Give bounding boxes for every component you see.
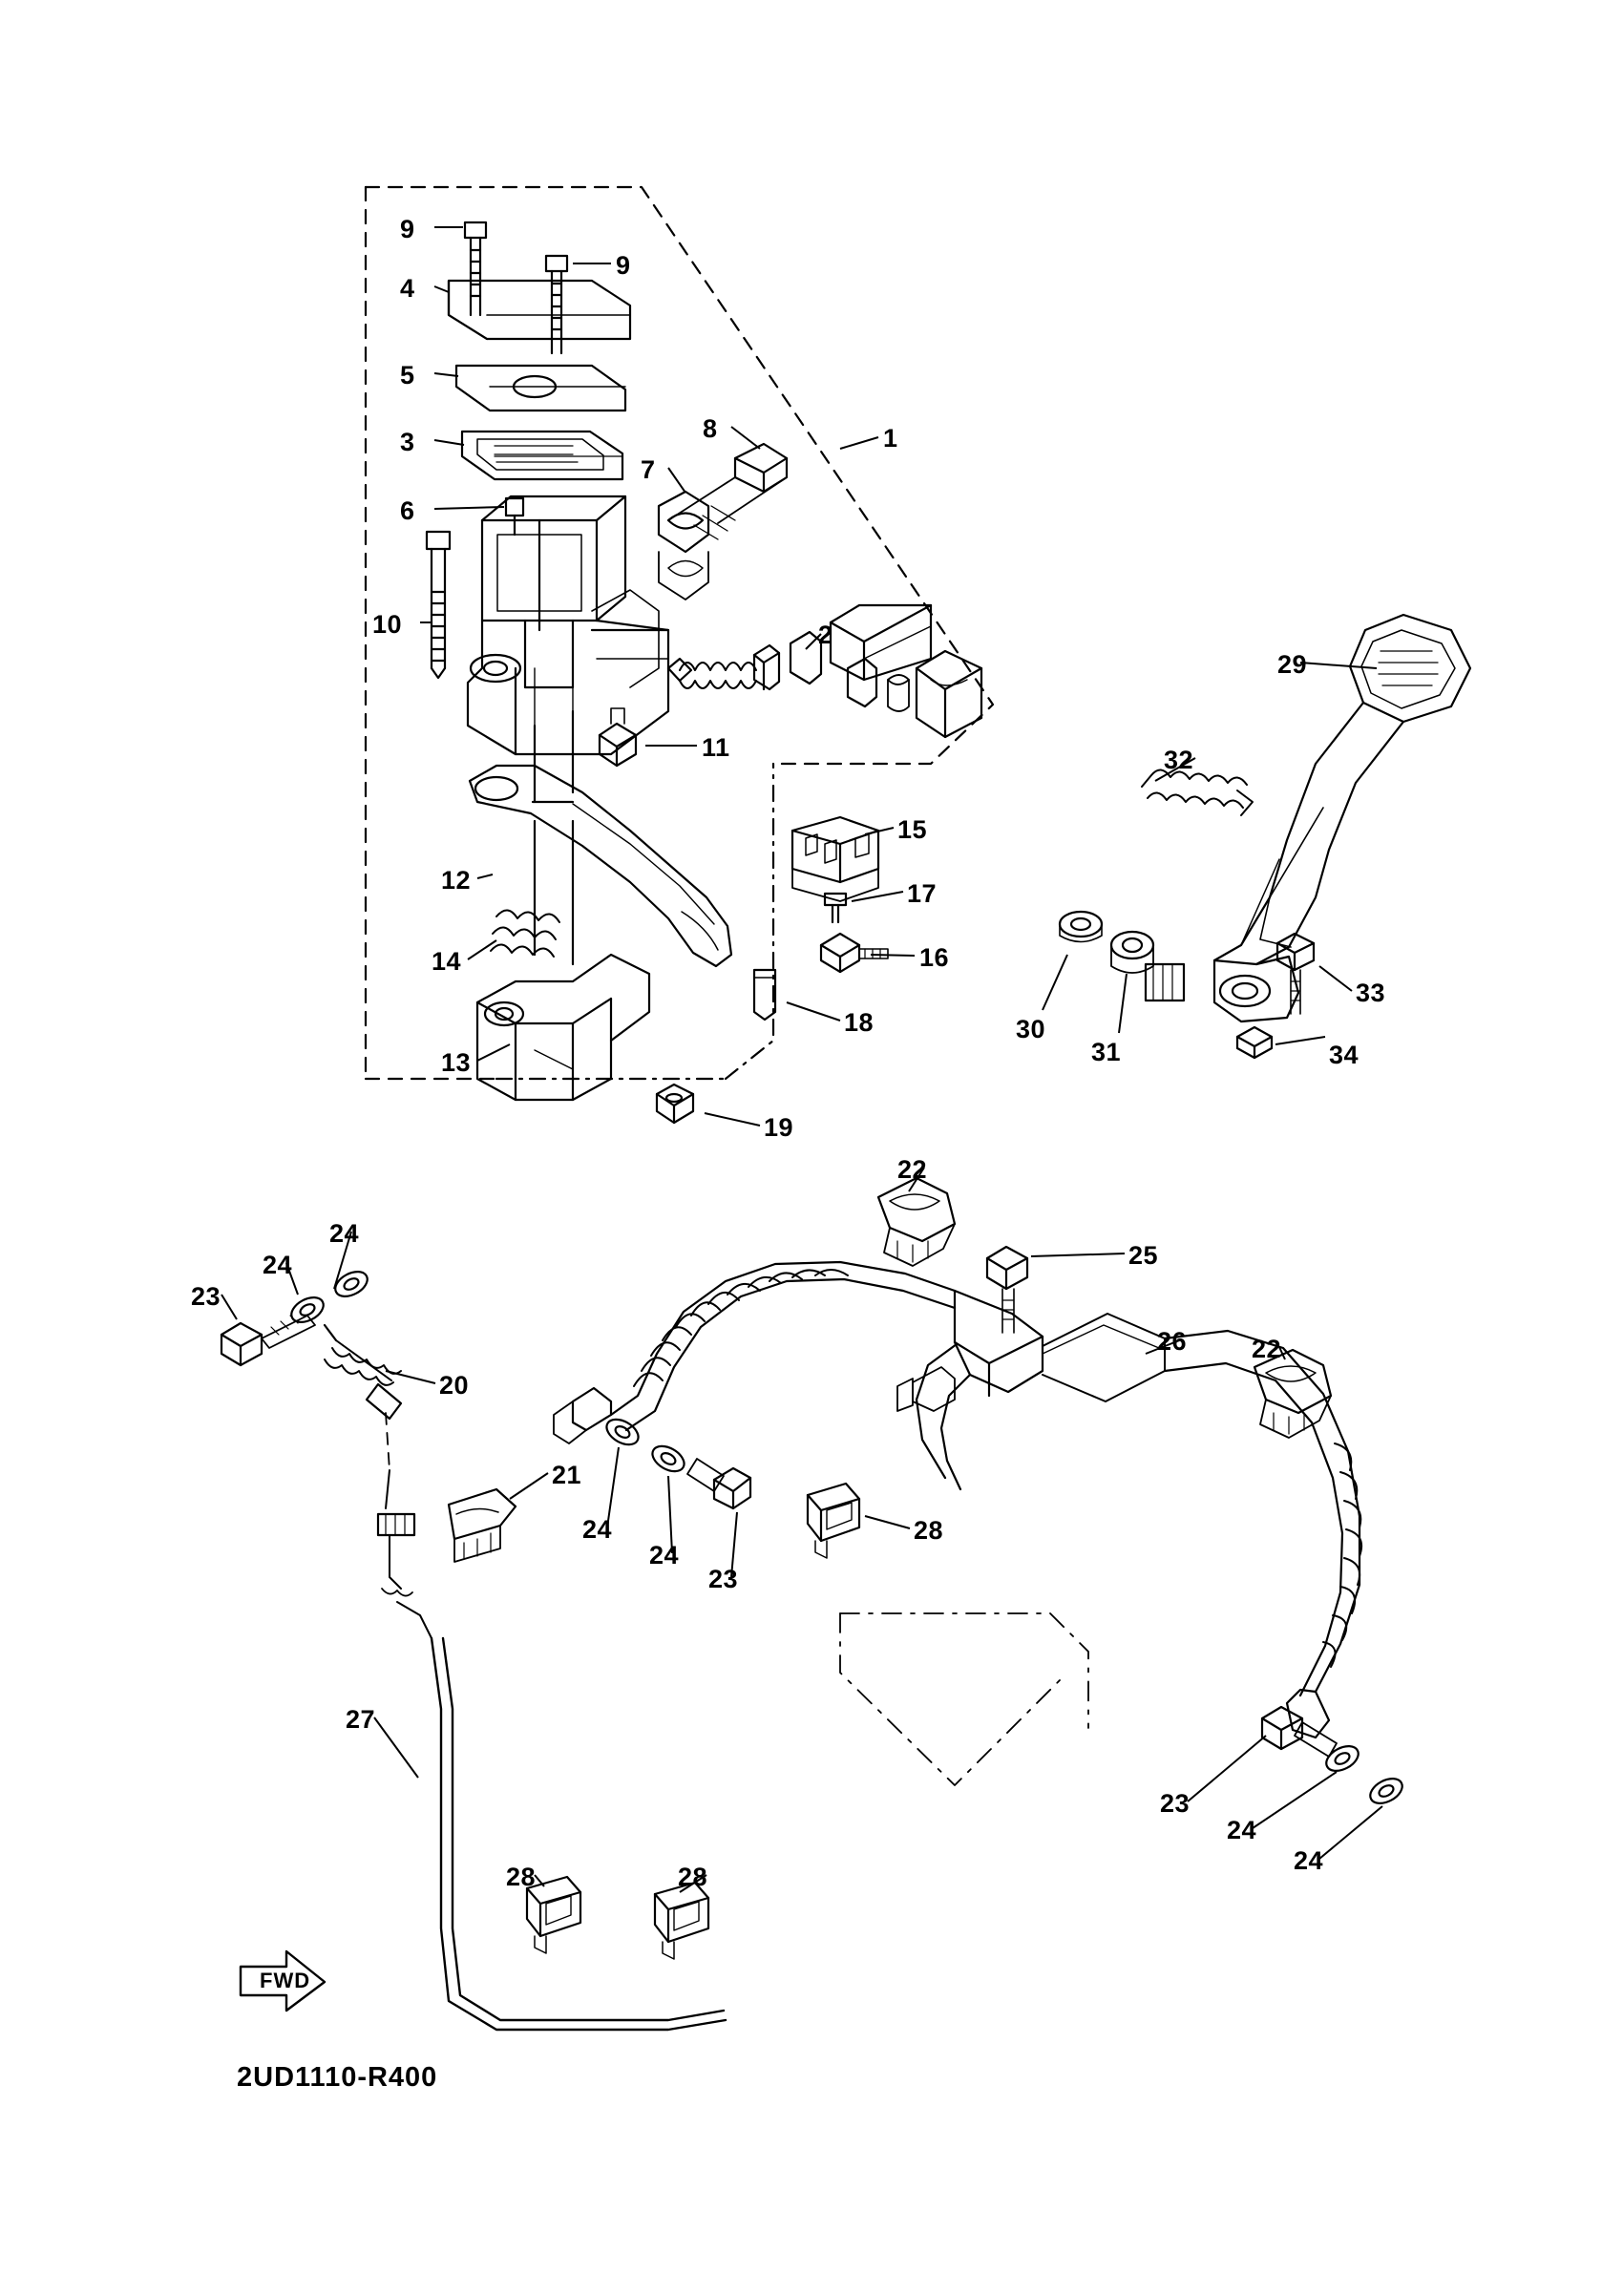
callout-25: 25 bbox=[1128, 1241, 1159, 1270]
callout-8: 8 bbox=[703, 414, 718, 443]
callout-9a: 9 bbox=[400, 215, 415, 243]
callout-23a: 23 bbox=[191, 1282, 221, 1311]
callout-13: 13 bbox=[441, 1048, 472, 1077]
callout-24e: 24 bbox=[1227, 1816, 1257, 1844]
callout-28b: 28 bbox=[506, 1863, 537, 1891]
callout-10: 10 bbox=[372, 610, 403, 639]
callout-21: 21 bbox=[552, 1461, 582, 1489]
callout-22b: 22 bbox=[1252, 1335, 1282, 1363]
callout-22a: 22 bbox=[897, 1155, 928, 1184]
callout-5: 5 bbox=[400, 361, 415, 390]
callout-28a: 28 bbox=[914, 1516, 944, 1545]
callout-2: 2 bbox=[818, 621, 833, 649]
fwd-label: FWD bbox=[260, 1969, 311, 1992]
callout-19: 19 bbox=[764, 1113, 794, 1142]
callout-33: 33 bbox=[1356, 979, 1386, 1007]
callout-24f: 24 bbox=[1294, 1846, 1324, 1875]
callout-32: 32 bbox=[1164, 746, 1194, 774]
callout-31: 31 bbox=[1091, 1038, 1122, 1066]
callout-34: 34 bbox=[1329, 1041, 1360, 1069]
callout-7: 7 bbox=[641, 455, 656, 484]
callout-29: 29 bbox=[1277, 650, 1308, 679]
callout-23c: 23 bbox=[1160, 1789, 1191, 1818]
part-code-label: 2UD1110-R400 bbox=[237, 2062, 438, 2093]
callout-23b: 23 bbox=[708, 1565, 739, 1593]
callout-24d: 24 bbox=[649, 1541, 680, 1569]
callout-24c: 24 bbox=[582, 1515, 613, 1544]
callout-16: 16 bbox=[919, 943, 950, 972]
callout-28c: 28 bbox=[678, 1863, 708, 1891]
callout-15: 15 bbox=[897, 815, 928, 844]
callout-18: 18 bbox=[844, 1008, 875, 1037]
callout-24b: 24 bbox=[263, 1251, 293, 1279]
callout-9b: 9 bbox=[616, 251, 631, 280]
callout-3: 3 bbox=[400, 428, 415, 456]
callout-6: 6 bbox=[400, 496, 415, 525]
callout-27: 27 bbox=[346, 1705, 376, 1734]
callout-20: 20 bbox=[439, 1371, 470, 1400]
callout-1: 1 bbox=[883, 424, 898, 453]
callout-12: 12 bbox=[441, 866, 472, 895]
callout-26: 26 bbox=[1157, 1327, 1188, 1356]
callout-24a: 24 bbox=[329, 1219, 360, 1248]
callout-4: 4 bbox=[400, 274, 415, 303]
callout-14: 14 bbox=[432, 947, 462, 976]
callout-11: 11 bbox=[702, 733, 730, 762]
callout-17: 17 bbox=[907, 879, 938, 908]
callout-30: 30 bbox=[1016, 1015, 1046, 1043]
